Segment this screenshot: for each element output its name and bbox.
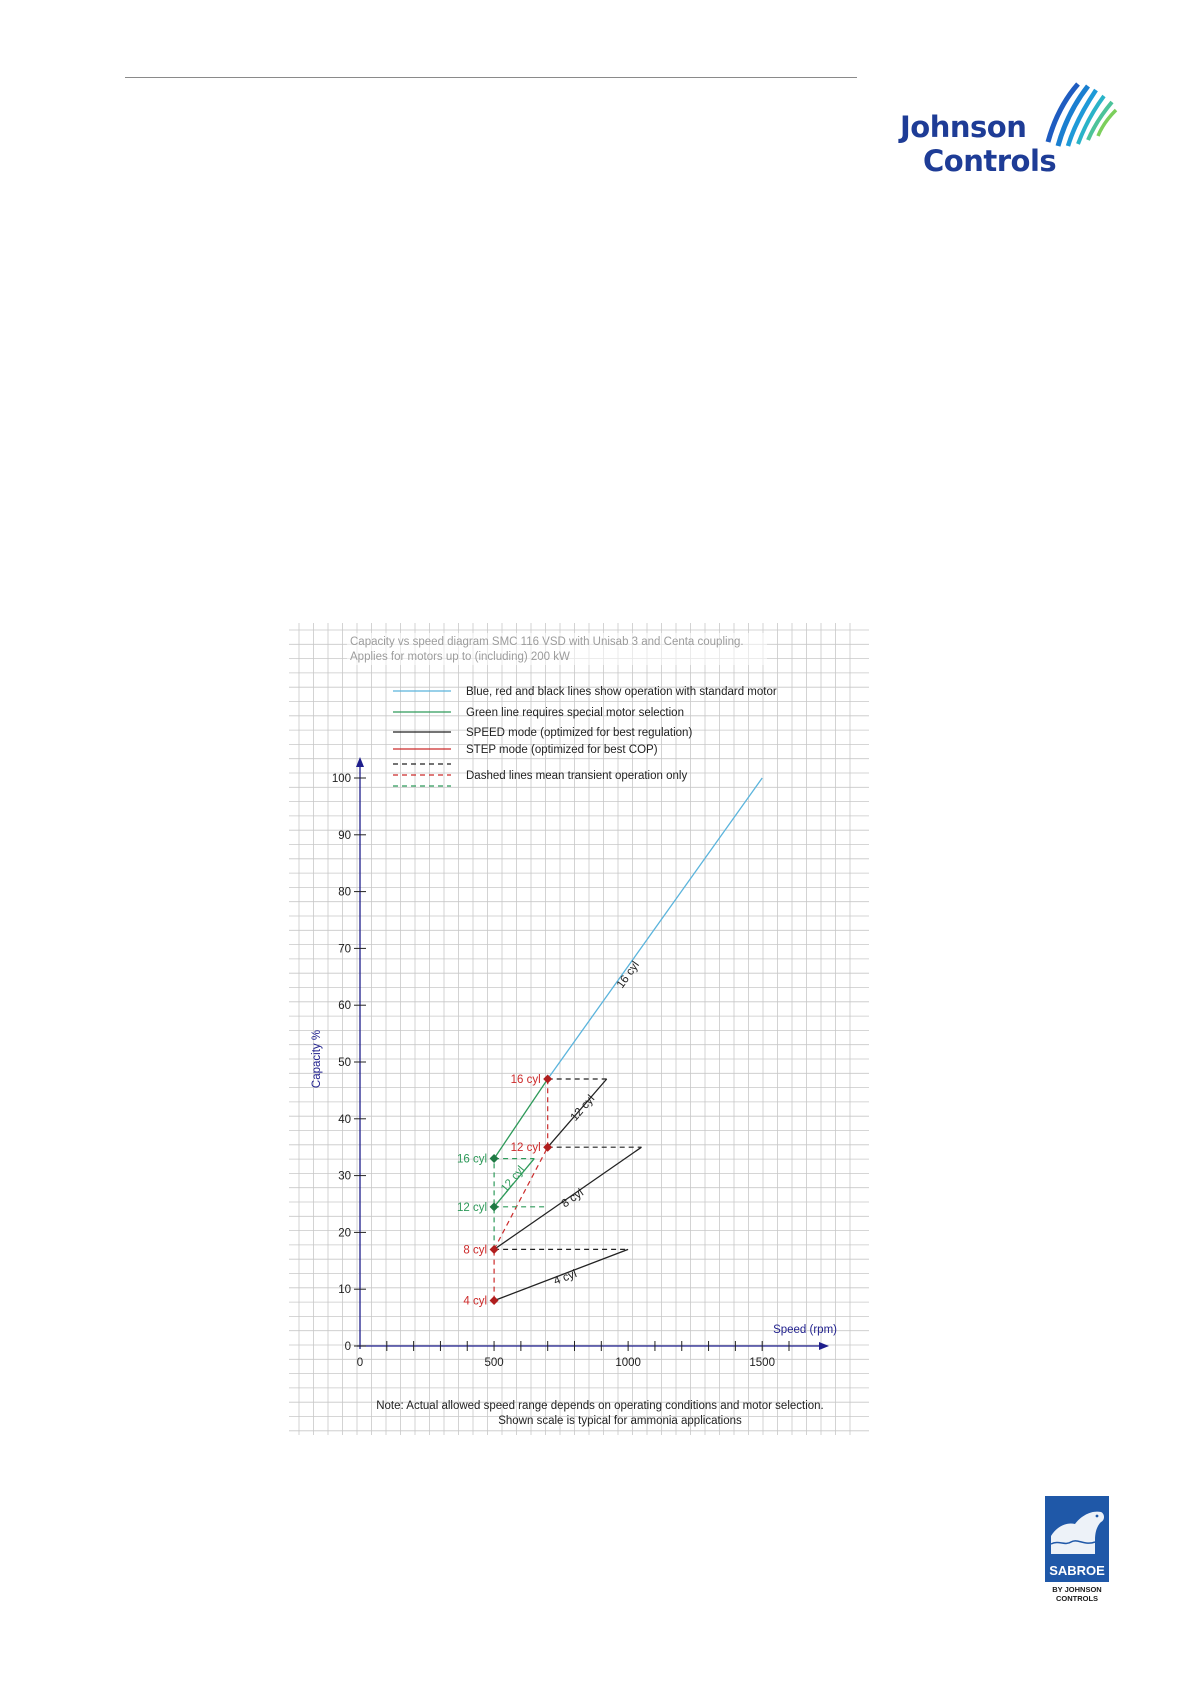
series — [494, 778, 762, 1301]
operating-point-label: 16 cyl — [510, 1074, 541, 1087]
sabroe-tagline — [1045, 1585, 1109, 1603]
y-tick-label: 10 — [338, 1284, 351, 1297]
chart-svg — [289, 623, 869, 1435]
legend-label: SPEED mode (optimized for best regulation) — [466, 727, 693, 739]
x-tick-label: 1000 — [615, 1357, 641, 1369]
y-tick-label: 40 — [338, 1113, 351, 1126]
title-backing — [347, 633, 767, 665]
y-tick-label: 0 — [344, 1341, 351, 1353]
x-tick-label: 1500 — [749, 1357, 775, 1369]
chart-note-line1: Note: Actual allowed speed range depends on operating conditions and motor selection. — [376, 1400, 824, 1412]
legend-label: Green line requires special motor selection — [466, 707, 684, 719]
sabroe-logo — [1045, 1496, 1109, 1608]
series-line-label: 8 cyl — [559, 1187, 586, 1211]
series-line-label: 12 cyl — [568, 1093, 598, 1124]
series-line-label: 16 cyl — [614, 959, 642, 991]
y-tick-label: 50 — [338, 1057, 351, 1069]
y-tick-label: 20 — [338, 1227, 351, 1240]
johnson-controls-logo — [900, 80, 1120, 180]
logo-word-johnson: Johnson — [900, 110, 1027, 144]
operating-point-label: 8 cyl — [463, 1244, 488, 1257]
y-tick-label: 70 — [338, 943, 351, 956]
operating-point-label: 4 cyl — [463, 1295, 488, 1308]
series-line-label: 12 cyl — [498, 1163, 528, 1195]
sabroe-wordmark: SABROE — [1049, 1563, 1105, 1578]
series-line — [548, 778, 763, 1079]
legend — [347, 633, 777, 786]
y-tick-label: 30 — [338, 1170, 351, 1183]
operating-point-label: 16 cyl — [457, 1153, 488, 1166]
legend-label: Blue, red and black lines show operation with standard motor — [466, 686, 777, 698]
sabroe-tagline-line2: CONTROLS — [1055, 1594, 1099, 1603]
x-tick-label: 500 — [484, 1357, 504, 1369]
y-tick-label: 80 — [338, 886, 351, 899]
series-line-label: 4 cyl — [552, 1268, 579, 1288]
operating-point-label: 12 cyl — [510, 1142, 541, 1155]
operating-point-marker — [543, 1075, 552, 1084]
chart-note-line2: Shown scale is typical for ammonia applications — [498, 1415, 742, 1427]
line-labels — [499, 959, 642, 1287]
operating-point-marker — [490, 1245, 499, 1254]
y-axis-title: Capacity % — [311, 1029, 323, 1089]
johnson-controls-wave-icon — [1040, 80, 1120, 152]
sabroe-tagline-line1: BY JOHNSON — [1052, 1585, 1102, 1594]
legend-label: Dashed lines mean transient operation only — [466, 770, 688, 782]
operating-point-marker — [490, 1296, 499, 1305]
y-tick-label: 100 — [331, 773, 351, 785]
sabroe-badge — [1045, 1496, 1109, 1582]
header-rule — [125, 77, 857, 78]
polar-bear-icon — [1045, 1496, 1109, 1560]
x-axis-arrow — [819, 1342, 829, 1350]
logo-word-controls: Controls — [923, 144, 1057, 178]
operating-point-marker — [490, 1154, 499, 1163]
legend-label: STEP mode (optimized for best COP) — [466, 744, 658, 756]
x-tick-label: 0 — [356, 1357, 364, 1369]
y-tick-label: 90 — [338, 829, 351, 842]
x-axis-title: Speed (rpm) — [773, 1324, 837, 1336]
capacity-speed-chart — [289, 623, 869, 1435]
y-tick-label: 60 — [338, 1000, 351, 1013]
operating-point-label: 12 cyl — [457, 1201, 488, 1214]
